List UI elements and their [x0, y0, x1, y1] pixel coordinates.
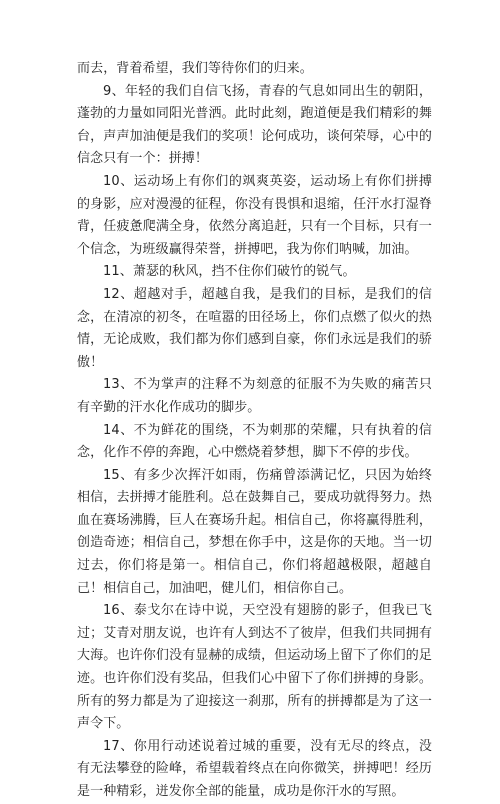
paragraph-15: 15、有多少次挥汗如雨，伤痛曾添满记忆，只因为始终相信，去拼搏才能胜利。总在鼓舞自己，要成功就得努力。热血在赛场沸腾，巨人在赛场升起。相信自己，你将赢得胜利，创造奇迹；相信自己，梦想在你手中，这是你的天地。当一切过去，你们将是第一。相信自己，你们将超越极限，超越自己！相信自己，加油吧，健儿们，相信你自己。	[77, 467, 432, 596]
paragraph-14: 14、不为鲜花的围绕，不为刺那的荣耀，只有执着的信念，化作不停的奔跑，心中燃烧着梦想，脚下不停的步伐。	[77, 422, 432, 461]
paragraph-13: 13、不为掌声的注释不为刻意的征服不为失败的痛苦只有辛勤的汗水化作成功的脚步。	[77, 377, 432, 415]
paragraph-9: 9、年轻的我们自信飞扬，青春的气息如同出生的朝阳，蓬勃的力量如同阳光普洒。此时此刻，跑道便是我们精彩的舞台，声声加油便是我们的奖项！论何成功，谈何荣辱，心中的信念只有一个：拼搏！	[77, 83, 432, 167]
paragraph-continued: 而去，背着希望，我们等待你们的归来。	[77, 61, 313, 76]
document-body	[77, 58, 432, 804]
paragraph-12: 12、超越对手，超越自我，是我们的目标，是我们的信念，在清凉的初冬，在喧嚣的田径场上，你们点燃了似火的热情，无论成败，我们都为你们感到自豪，你们永远是我们的骄傲！	[77, 286, 432, 370]
paragraph-10: 10、运动场上有你们的飒爽英姿，运动场上有你们拼搏的身影，应对漫漫的征程，你没有畏惧和退缩，任汗水打湿脊背，任疲惫爬满全身，依然分离追赶，只有一个目标，只有一个信念，为班级赢得荣誉，拼搏吧，我为你们呐喊，加油。	[77, 173, 432, 257]
paragraph-17: 17、你用行动述说着过城的重要，没有无尽的终点，没有无法攀登的险峰，希望载着终点在向你微笑，拼搏吧！经历是一种精彩，迸发你全部的能量，成功是你汗水的写照。	[77, 738, 432, 799]
paragraph-11: 11、萧瑟的秋风，挡不住你们破竹的锐气。	[103, 264, 356, 280]
paragraph-16: 16、泰戈尔在诗中说，天空没有翅膀的影子，但我已飞过；艾青对朋友说，也许有人到达不了彼岸，但我们共同拥有大海。也许你们没有显赫的成绩，但运动场上留下了你们的足迹。也许你们没有奖品，但我们心中留下了你们拼搏的身影。所有的努力都是为了迎接这一刹那，所有的拼搏都是为了这一声令下。	[77, 603, 432, 732]
